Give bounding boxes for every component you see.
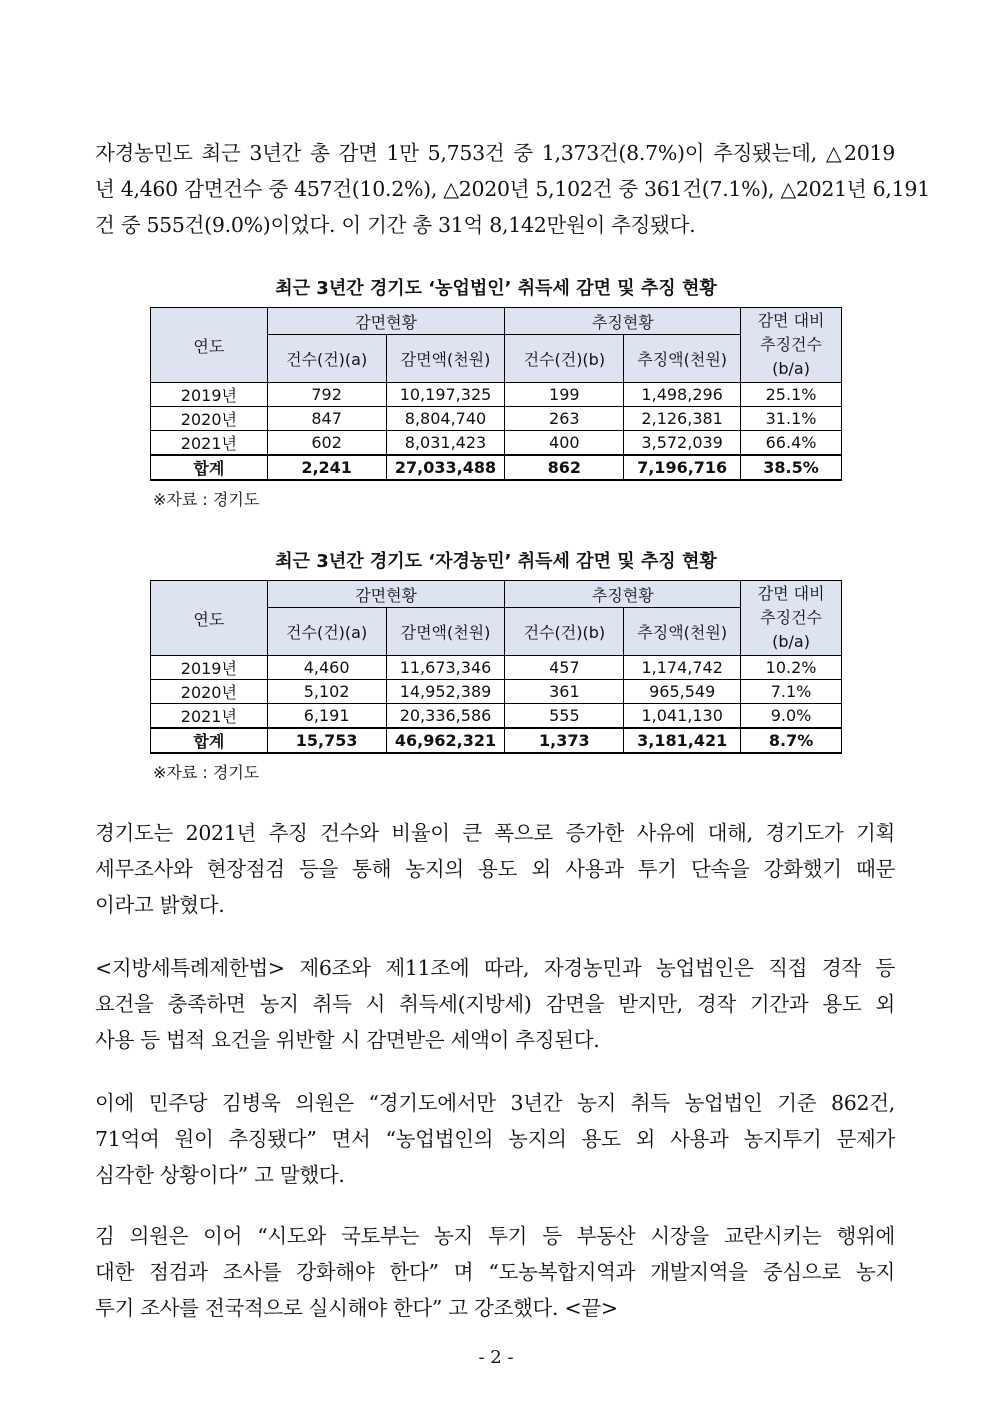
table-1-title: 최근 3년간 경기도 ‘농업법인’ 취득세 감면 및 추징 현황 (275, 278, 717, 299)
cell: 8,804,740 (386, 407, 505, 431)
cell: 10.2% (741, 656, 842, 680)
cell: 965,549 (624, 680, 741, 704)
cell: 7.1% (741, 680, 842, 704)
header-ratio-line: 추징건수 (760, 608, 822, 627)
cell: 400 (505, 431, 624, 456)
cell: 38.5% (741, 455, 842, 480)
header-ratio (741, 308, 842, 383)
table-2 (150, 580, 842, 754)
cell: 1,041,130 (624, 704, 741, 729)
cell: 10,197,325 (386, 383, 505, 407)
table-row (151, 704, 842, 729)
paragraph-line: 이에 민주당 김병욱 의원은 “경기도에서만 3년간 농지 취득 농업법인 기준 862건, (95, 1091, 895, 1115)
header-ratio-line: 추징건수 (760, 335, 822, 354)
cell: 9.0% (741, 704, 842, 729)
table-1 (150, 307, 842, 481)
cell: 2,126,381 (624, 407, 741, 431)
cell: 27,033,488 (386, 455, 505, 480)
paragraph-line: 김 의원은 이어 “시도와 국토부는 농지 투기 등 부동산 시장을 교란시키는 행위에 (95, 1224, 895, 1248)
cell: 5,102 (267, 680, 386, 704)
cell: 15,753 (267, 728, 386, 753)
paragraph-line: 71억여 원이 추징됐다” 면서 “농업법인의 농지의 용도 외 사용과 농지투기 문제가 (95, 1127, 895, 1151)
header-sub: 건수(건)(a) (267, 608, 386, 656)
paragraph-line: <지방세특례제한법> 제6조와 제11조에 따라, 자경농민과 농업법인은 직접 경작 등 (95, 956, 895, 980)
paragraph-line: 건 중 555건(9.0%)이었다. 이 기간 총 31억 8,142만원이 추징됐다. (95, 213, 696, 237)
cell: 11,673,346 (386, 656, 505, 680)
cell: 8.7% (741, 728, 842, 753)
paragraph-5 (95, 1218, 895, 1326)
page-number: - 2 - (478, 1347, 514, 1368)
cell: 361 (505, 680, 624, 704)
cell: 2019년 (151, 383, 268, 407)
table-row (151, 680, 842, 704)
table-row (151, 407, 842, 431)
cell: 2,241 (267, 455, 386, 480)
header-sub: 추징액(천원) (624, 335, 741, 383)
table-total-row (151, 728, 842, 753)
header-collection: 추징현황 (505, 581, 741, 608)
cell: 8,031,423 (386, 431, 505, 456)
table-total-row (151, 455, 842, 480)
paragraph-3 (95, 950, 895, 1058)
cell: 2021년 (151, 704, 268, 729)
paragraph-line: 투기 조사를 전국적으로 실시해야 한다” 고 강조했다. <끝> (95, 1296, 618, 1320)
cell: 66.4% (741, 431, 842, 456)
cell: 602 (267, 431, 386, 456)
cell: 792 (267, 383, 386, 407)
header-sub: 감면액(천원) (386, 335, 505, 383)
header-reduction: 감면현황 (267, 308, 505, 335)
cell: 14,952,389 (386, 680, 505, 704)
cell: 7,196,716 (624, 455, 741, 480)
header-collection: 추징현황 (505, 308, 741, 335)
cell: 6,191 (267, 704, 386, 729)
paragraph-line: 이라고 밝혔다. (95, 893, 225, 917)
cell: 20,336,586 (386, 704, 505, 729)
cell: 847 (267, 407, 386, 431)
cell: 3,181,421 (624, 728, 741, 753)
header-year: 연도 (151, 581, 268, 656)
paragraph-line: 심각한 상황이다” 고 말했다. (95, 1163, 345, 1187)
header-ratio-line: 감면 대비 (757, 311, 825, 330)
paragraph-line: 사용 등 법적 요건을 위반할 시 감면받은 세액이 추징된다. (95, 1028, 600, 1052)
paragraph-line: 자경농민도 최근 3년간 총 감면 1만 5,753건 중 1,373건(8.7%)이 추징됐는데, △2019 (95, 141, 895, 165)
cell: 862 (505, 455, 624, 480)
cell: 2020년 (151, 680, 268, 704)
header-sub: 추징액(천원) (624, 608, 741, 656)
cell: 2019년 (151, 656, 268, 680)
header-sub: 건수(건)(a) (267, 335, 386, 383)
paragraph-line: 년 4,460 감면건수 중 457건(10.2%), △2020년 5,102건 중 361건(7.1%), △2021년 6,191 (95, 177, 930, 201)
cell: 1,174,742 (624, 656, 741, 680)
header-sub: 건수(건)(b) (505, 335, 624, 383)
header-sub: 감면액(천원) (386, 608, 505, 656)
cell: 합계 (151, 455, 268, 480)
table-2-source: ※자료 : 경기도 (153, 763, 260, 782)
cell: 46,962,321 (386, 728, 505, 753)
cell: 2021년 (151, 431, 268, 456)
table-row (151, 431, 842, 456)
cell: 199 (505, 383, 624, 407)
cell: 25.1% (741, 383, 842, 407)
table-row (151, 383, 842, 407)
cell: 263 (505, 407, 624, 431)
paragraph-1 (95, 135, 930, 243)
header-ratio-line: (b/a) (772, 632, 810, 651)
header-ratio-line: (b/a) (772, 359, 810, 378)
header-ratio-line: 감면 대비 (757, 584, 825, 603)
paragraph-line: 대한 점검과 조사를 강화해야 한다” 며 “도농복합지역과 개발지역을 중심으로 농지 (95, 1260, 895, 1284)
cell: 457 (505, 656, 624, 680)
paragraph-line: 세무조사와 현장점검 등을 통해 농지의 용도 외 사용과 투기 단속을 강화했기 때문 (95, 857, 895, 881)
paragraph-line: 경기도는 2021년 추징 건수와 비율이 큰 폭으로 증가한 사유에 대해, 경기도가 기획 (95, 821, 895, 845)
cell: 2020년 (151, 407, 268, 431)
paragraph-line: 요건을 충족하면 농지 취득 시 취득세(지방세) 감면을 받지만, 경작 기간과 용도 외 (95, 992, 895, 1016)
paragraph-4 (95, 1085, 895, 1193)
cell: 31.1% (741, 407, 842, 431)
cell: 3,572,039 (624, 431, 741, 456)
header-sub: 건수(건)(b) (505, 608, 624, 656)
cell: 1,498,296 (624, 383, 741, 407)
cell: 합계 (151, 728, 268, 753)
table-1-source: ※자료 : 경기도 (153, 490, 260, 509)
header-reduction: 감면현황 (267, 581, 505, 608)
header-ratio (741, 581, 842, 656)
cell: 555 (505, 704, 624, 729)
table-2-title: 최근 3년간 경기도 ‘자경농민’ 취득세 감면 및 추징 현황 (275, 551, 717, 572)
header-year: 연도 (151, 308, 268, 383)
table-row (151, 656, 842, 680)
cell: 4,460 (267, 656, 386, 680)
cell: 1,373 (505, 728, 624, 753)
paragraph-2 (95, 815, 895, 923)
